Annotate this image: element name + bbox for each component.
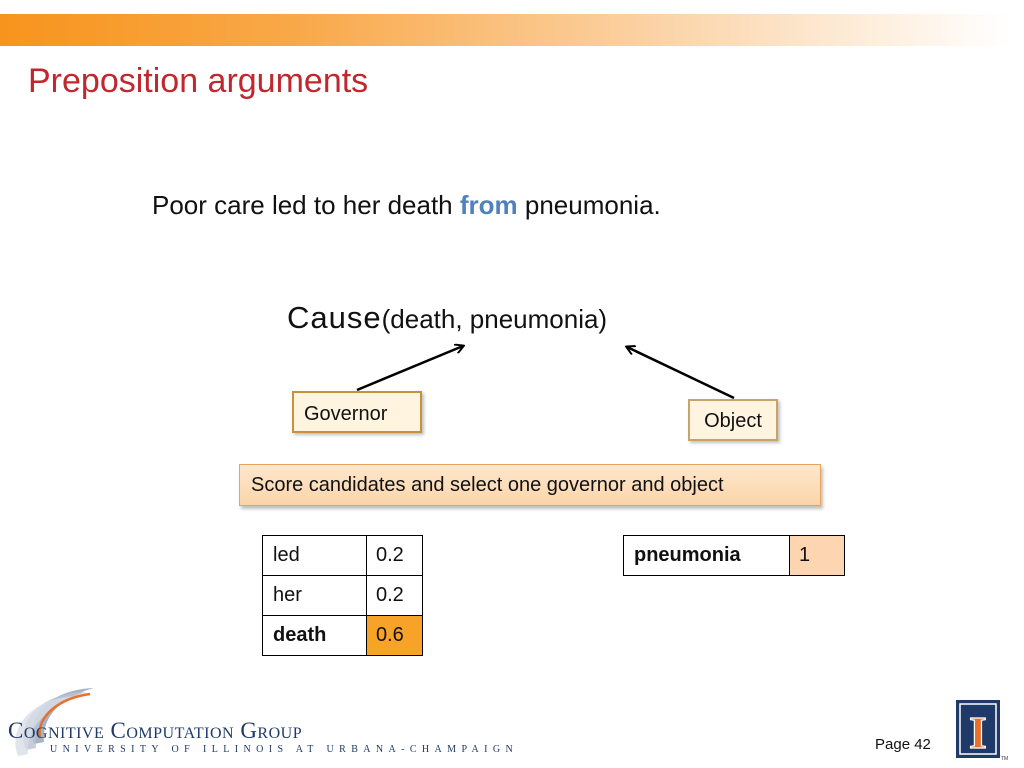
table-row (263, 576, 423, 616)
university-block-i-icon (956, 700, 1009, 762)
university-name: UNIVERSITY OF ILLINOIS AT URBANA-CHAMPAIGN (50, 744, 519, 755)
example-sentence (152, 190, 661, 221)
sentence-preposition: from (459, 190, 518, 220)
relation-arguments: (death, pneumonia) (381, 304, 608, 334)
slide-title: Preposition arguments (28, 62, 369, 100)
candidate-word: death (263, 616, 367, 656)
object-arrow (627, 347, 734, 398)
candidate-word: led (263, 536, 367, 576)
page-number: Page 42 (875, 736, 931, 753)
table-row (263, 536, 423, 576)
university-block-i-letter: I (969, 707, 987, 758)
candidate-score: 0.6 (367, 616, 423, 656)
trademark-mark: TM (1001, 756, 1009, 762)
governor-label: Governor (292, 391, 422, 433)
sentence-suffix: pneumonia. (517, 190, 661, 220)
sentence-prefix: Poor care led to her death (152, 190, 460, 220)
table-row (263, 616, 423, 656)
candidate-word: pneumonia (624, 536, 790, 576)
instruction-box: Score candidates and select one governor and object (239, 464, 821, 506)
candidate-score: 0.2 (367, 576, 423, 616)
relation-predicate: Cause (287, 300, 382, 335)
object-candidates-table (623, 535, 845, 576)
governor-candidates-table (262, 535, 423, 656)
object-label: Object (688, 399, 778, 441)
header-accent-bar (0, 14, 1010, 46)
ccg-logo-text: Cognitive Computation Group (8, 718, 303, 743)
candidate-word: her (263, 576, 367, 616)
candidate-score: 1 (790, 536, 845, 576)
relation-formula (287, 300, 607, 336)
governor-arrow (357, 346, 463, 390)
candidate-score: 0.2 (367, 536, 423, 576)
table-row (624, 536, 845, 576)
